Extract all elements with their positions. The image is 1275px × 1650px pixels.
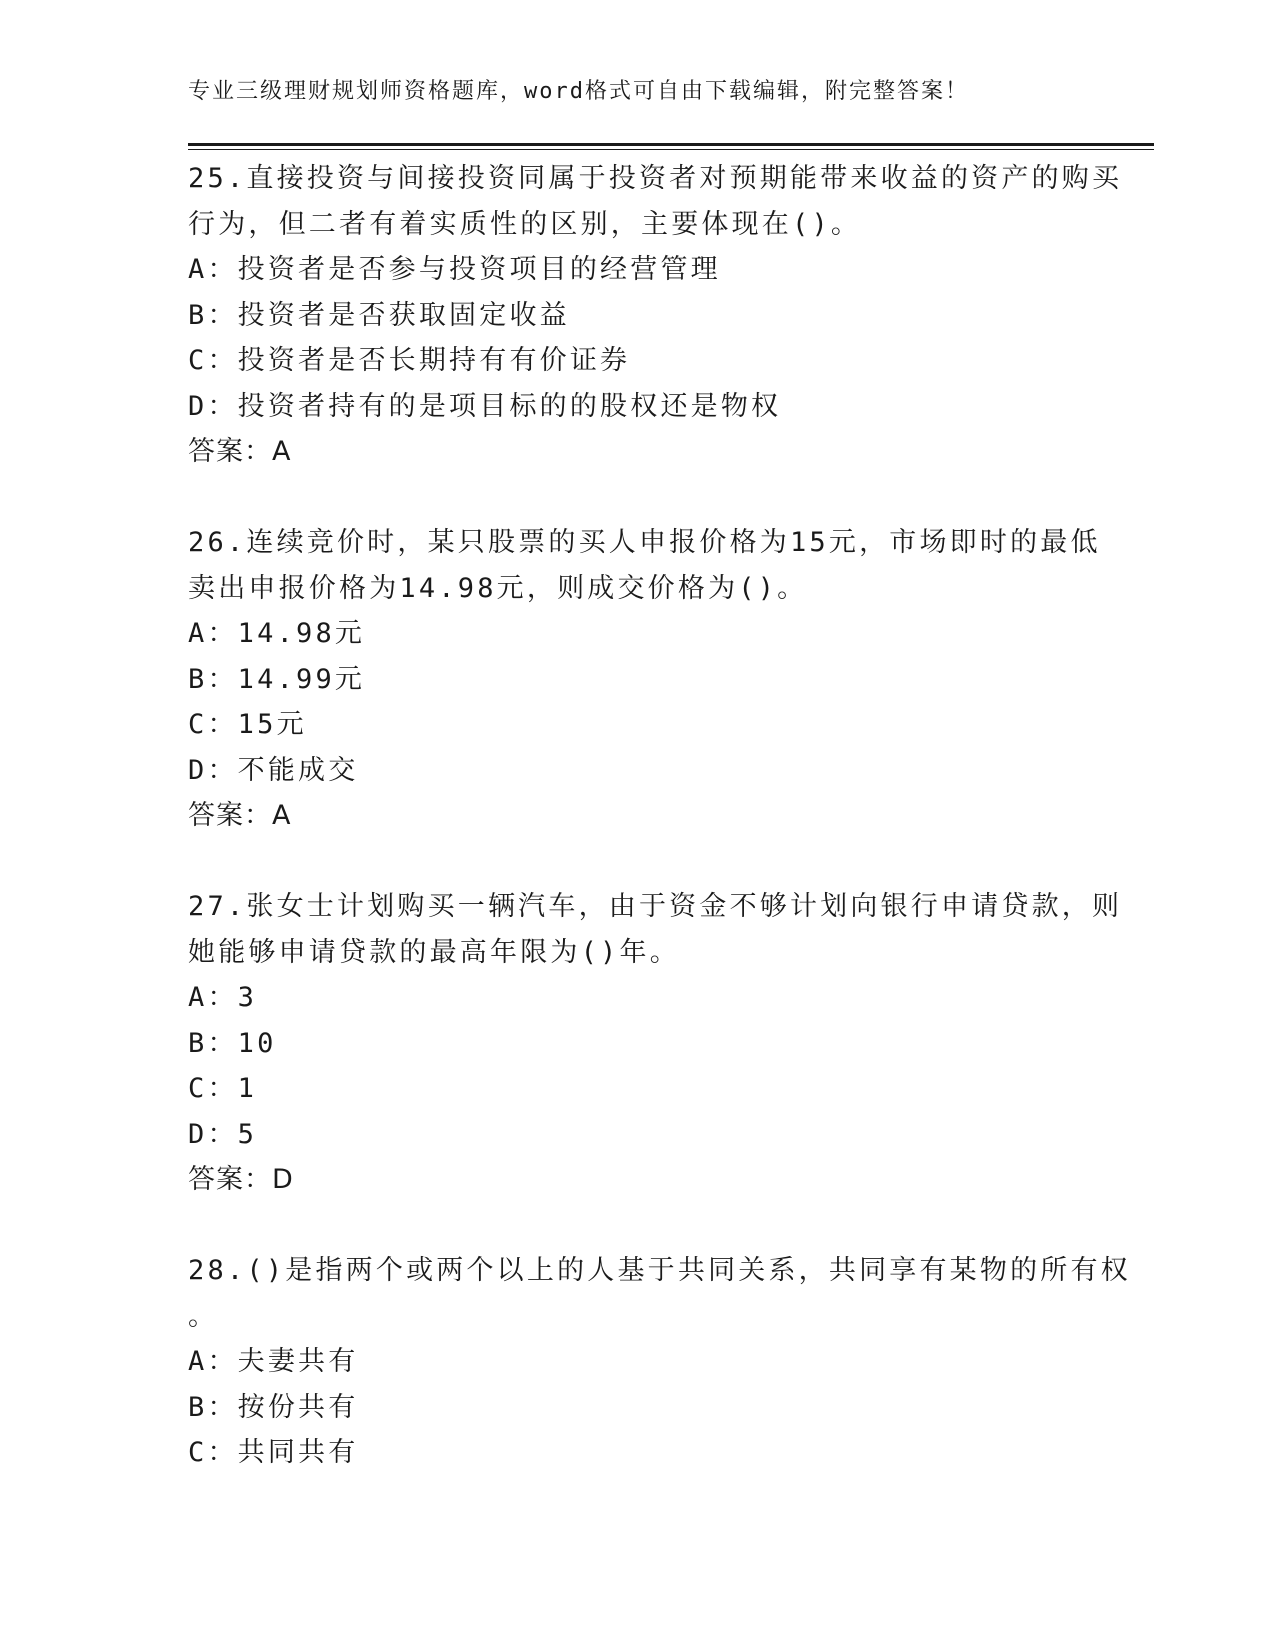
question-stem-line: 她能够申请贷款的最高年限为()年。 [188,936,680,968]
question-spacer [188,1203,1088,1249]
question-stem-line: 28.()是指两个或两个以上的人基于共同关系，共同享有某物的所有权 [188,1255,1131,1286]
option-b: B：10 [188,1027,277,1059]
option-c: C：1 [188,1073,258,1104]
header-divider-thin [188,149,1154,150]
option-a: A：投资者是否参与投资项目的经营管理 [188,254,721,285]
question-spacer [188,475,1088,521]
question-spacer [188,839,1088,885]
option-d: D：投资者持有的是项目标的的股权还是物权 [188,390,782,422]
question-27 [188,884,1123,1203]
question-stem-line: 行为，但二者有着实质性的区别，主要体现在()。 [188,208,862,240]
answer-label: 答案：A [188,436,292,467]
option-c: C：15元 [188,709,307,740]
question-stem-line: 26.连续竞价时，某只股票的买人申报价格为15元，市场即时的最低 [188,527,1101,558]
question-stem-line: 27.张女士计划购买一辆汽车，由于资金不够计划向银行申请贷款，则 [188,891,1123,922]
question-25 [188,156,1123,475]
option-d: D：不能成交 [188,754,359,786]
answer-label: 答案：A [188,800,292,831]
option-a: A：14.98元 [188,618,366,649]
option-b: B：14.99元 [188,663,366,695]
question-stem-line: 。 [188,1300,219,1332]
option-d: D：5 [188,1118,258,1150]
option-b: B：按份共有 [188,1391,359,1423]
question-28 [188,1248,1131,1476]
page-header: 专业三级理财规划师资格题库，word格式可自由下载编辑，附完整答案！ [188,79,969,104]
option-a: A：夫妻共有 [188,1346,359,1377]
option-c: C：投资者是否长期持有有价证券 [188,345,631,376]
option-c: C：共同共有 [188,1437,359,1468]
question-list [188,156,1131,1476]
option-a: A：3 [188,982,258,1013]
question-stem-line: 25.直接投资与间接投资同属于投资者对预期能带来收益的资产的购买 [188,163,1123,194]
option-b: B：投资者是否获取固定收益 [188,299,570,331]
answer-label: 答案：D [188,1164,294,1195]
question-26 [188,520,1101,839]
question-stem-line: 卖出申报价格为14.98元，则成交价格为()。 [188,572,808,604]
header-divider-thick [188,143,1154,146]
